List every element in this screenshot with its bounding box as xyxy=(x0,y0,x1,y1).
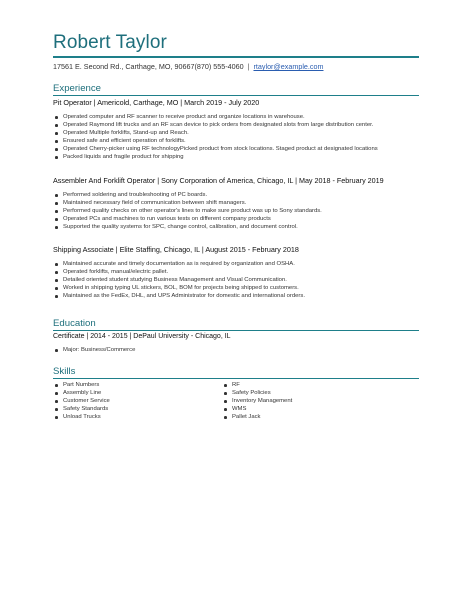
list-item: Ensured safe and efficient operation of forklifts. xyxy=(53,137,413,145)
education-divider xyxy=(53,330,419,331)
list-item: Operated Multiple forklifts, Stand-up and Reach. xyxy=(53,129,413,137)
experience-divider xyxy=(53,95,419,96)
list-item: Part Numbers xyxy=(53,381,223,389)
list-item: Safety Standards xyxy=(53,405,223,413)
phone: (870) 555-4060 xyxy=(194,62,244,71)
list-item: Maintained accurate and timely documentation as is required by organization and OSHA. xyxy=(53,260,413,268)
contact-separator: | xyxy=(247,62,250,71)
job-heading: Shipping Associate | Elite Staffing, Chicago, IL | August 2015 - February 2018 xyxy=(53,245,299,254)
list-item: Operated Cherry-picker using RF technologyPicked product from stock locations. Staged product at designated locations xyxy=(53,145,413,153)
list-item: Worked in shipping typing UL stickers, BOL, BOM for projects being shipped to customers. xyxy=(53,284,413,292)
list-item: Performed quality checks on other operator's lines to make sure product was up to Sony standards. xyxy=(53,207,413,215)
job-heading: Pit Operator | Americold, Carthage, MO | March 2019 - July 2020 xyxy=(53,98,260,107)
job-heading: Assembler And Forklift Operator | Sony Corporation of America, Chicago, IL | May 2018 - February 2019 xyxy=(53,176,384,185)
job-bullets xyxy=(53,191,413,231)
list-item-continuation xyxy=(53,153,413,161)
address: 17561 E. Second Rd., Carthage, MO, 90667 xyxy=(53,62,195,71)
list-item: Operated forklifts, manual/electric pallet. xyxy=(53,268,413,276)
list-item: Maintained necessary field of communication between shift managers. xyxy=(53,199,413,207)
skills-list-right xyxy=(222,381,412,421)
candidate-name: Robert Taylor xyxy=(53,32,167,53)
list-item: WMS xyxy=(222,405,412,413)
list-item: Pallet Jack xyxy=(222,413,412,421)
list-item: Operated computer and RF scanner to receive product and organize locations in warehouse. xyxy=(53,113,413,121)
list-item: Supported the quality systems for SPC, change control, calibration, and document control. xyxy=(53,223,413,231)
list-item: Performed soldering and troubleshooting of PC boards. xyxy=(53,191,413,199)
list-item: Detailed oriented student studying Business Management and Visual Communication. xyxy=(53,276,413,284)
list-item: Operated PCs and machines to run various tests on different company products xyxy=(53,215,413,223)
skills-heading: Skills xyxy=(53,366,76,377)
list-item: Major: Business/Commerce xyxy=(53,346,413,354)
email-link[interactable]: rtaylor@example.com xyxy=(253,62,324,71)
list-item: Maintained as the FedEx, DHL, and UPS Administrator for domestic and international orders. xyxy=(53,292,413,300)
list-item: Assembly Line xyxy=(53,389,223,397)
job-bullets xyxy=(53,260,413,300)
list-item: Unload Trucks xyxy=(53,413,223,421)
list-item: Customer Service xyxy=(53,397,223,405)
list-item-text: Packed liquids and fragile product for shipping xyxy=(63,154,184,161)
job-bullets xyxy=(53,113,413,162)
list-item: Operated Raymond lift trucks and an RF scan device to pick orders from designated slots from large distribution center. xyxy=(53,121,413,129)
list-item: RF xyxy=(222,381,412,389)
education-bullets xyxy=(53,346,413,354)
name-divider xyxy=(53,56,419,58)
education-heading: Education xyxy=(53,318,96,329)
skills-divider xyxy=(53,378,419,379)
skills-list-left xyxy=(53,381,223,421)
education-line: Certificate | 2014 - 2015 | DePaul University - Chicago, IL xyxy=(53,333,231,340)
list-item: Safety Policies xyxy=(222,389,412,397)
list-item: Inventory Management xyxy=(222,397,412,405)
experience-heading: Experience xyxy=(53,83,101,94)
contact-line xyxy=(53,62,324,71)
